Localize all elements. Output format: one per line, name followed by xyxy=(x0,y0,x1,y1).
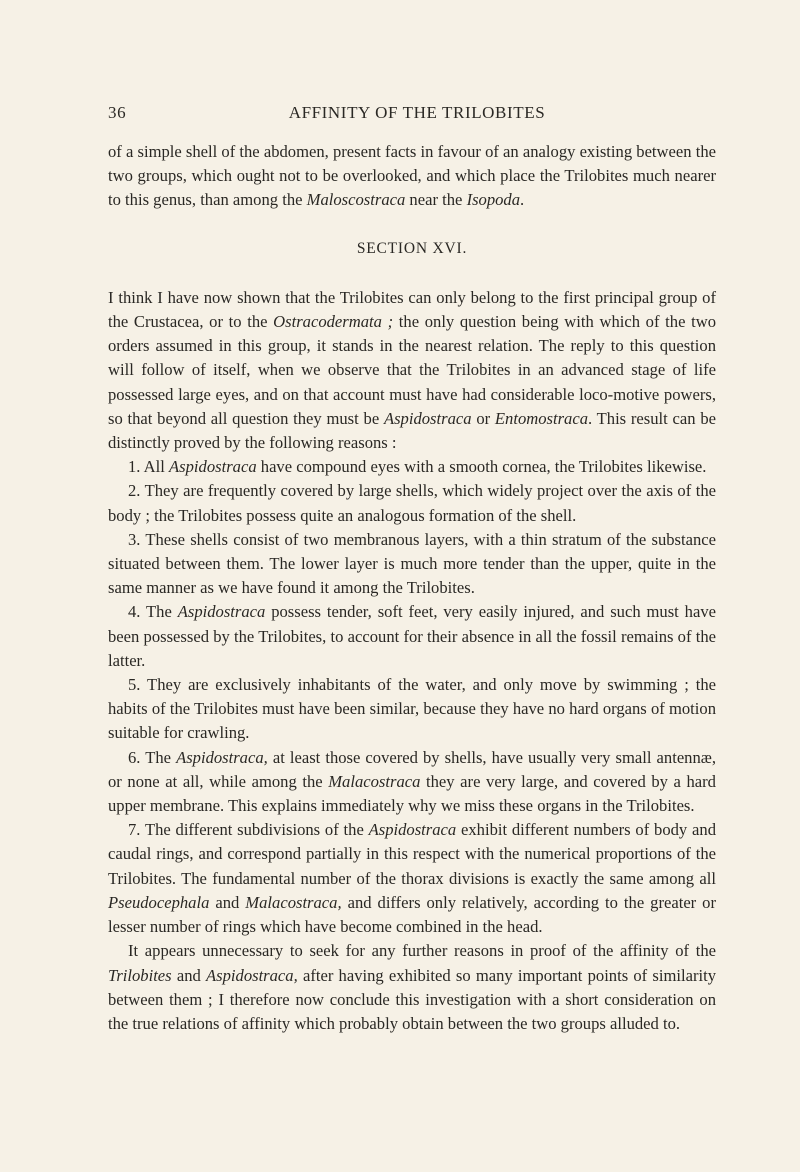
text-segment: 1. All xyxy=(128,457,170,477)
reason-2 xyxy=(108,479,716,527)
text-segment: It appears unnecessary to seek for any further reasons in proof of the affinity of the xyxy=(128,941,716,961)
italic-term: Aspidostraca xyxy=(368,820,457,840)
reason-7 xyxy=(108,818,716,939)
reason-4 xyxy=(108,600,716,673)
text-segment: . xyxy=(520,190,525,210)
text-segment: and xyxy=(209,892,246,912)
main-paragraph xyxy=(108,286,716,455)
text-segment: exhibit different numbers of body and caudal rings, and correspond partially in this respect with the numerical proportions of the Trilobites. The fundamental number of the thorax divisions is exactly the same among all xyxy=(108,820,716,888)
italic-term: Trilobites xyxy=(108,965,172,985)
text-segment: the only question being with which of the two orders assumed in this group, it stands in the nearest relation. The reply to this question will follow of itself, when we observe that the Trilobites in an advanced stage of life possessed large eyes, and on that account must have had considerable loco-motive powers, so that beyond all question they must be xyxy=(108,312,716,428)
text-segment: or xyxy=(471,408,495,428)
text-segment: I think I have now shown that the Trilobites can only belong to the first principal group of the Crustacea, or to the xyxy=(108,287,716,332)
text-segment: 7. The different subdivisions of the xyxy=(128,820,369,840)
italic-term: Ostracodermata ; xyxy=(273,312,394,332)
italic-term: Aspidostraca xyxy=(169,457,257,477)
italic-term: Isopoda xyxy=(466,190,521,210)
section-heading: SECTION XVI. xyxy=(356,239,468,257)
text-segment: 6. The xyxy=(128,747,177,767)
italic-term: Aspidostraca, xyxy=(206,965,298,985)
text-segment: 5. They are exclusively inhabitants of the water, and only move by swimming ; the habits of the Trilobites must have been similar, because they have no hard organs of motion suitable for crawling. xyxy=(108,675,716,743)
text-segment: they are very large, and covered by a hard upper membrane. This explains immediately why we miss these organs in the Trilobites. xyxy=(108,771,716,816)
reason-3 xyxy=(108,528,716,601)
text-segment: possess tender, soft feet, very easily injured, and such must have been possessed by the Trilobites, to account for their absence in all the fossil remains of the latter. xyxy=(108,602,716,670)
text-segment: . This result can be distinctly proved by the following reasons : xyxy=(108,408,716,453)
italic-term: Entomostraca xyxy=(494,408,589,428)
italic-term: Aspidostraca, xyxy=(176,747,268,767)
text-segment: after having exhibited so many important points of similarity between them ; I therefore now conclude this investigation with a short consideration on the true relations of affinity which probably obtain between the two groups alluded to. xyxy=(108,965,716,1033)
reason-6 xyxy=(108,746,716,819)
text-segment: and differs only relatively, according to the greater or lesser number of rings which have become combined in the head. xyxy=(108,892,716,937)
italic-term: Maloscostraca xyxy=(306,190,406,210)
italic-term: Malacostraca, xyxy=(245,892,342,912)
italic-term: Malacostraca xyxy=(328,771,421,791)
closing-paragraph xyxy=(108,939,716,1036)
text-segment: and xyxy=(171,965,207,985)
italic-term: Aspidostraca xyxy=(383,408,472,428)
text-segment: of a simple shell of the abdomen, present facts in favour of an analogy existing between the two groups, which ought not to be overlooked, and which place the Trilobites much nearer to this genus, than among the xyxy=(108,142,716,210)
reason-5 xyxy=(108,673,716,746)
running-head xyxy=(108,103,716,127)
text-segment: 4. The xyxy=(128,602,178,622)
text-segment: at least those covered by shells, have usually very small antennæ, or none at all, while among the xyxy=(108,747,716,791)
text-segment: 2. They are frequently covered by large shells, which widely project over the axis of the body ; the Trilobites possess quite an analogous formation of the shell. xyxy=(108,481,716,525)
reason-1 xyxy=(108,455,716,479)
text-segment: near the xyxy=(405,190,467,210)
running-title: AFFINITY OF THE TRILOBITES xyxy=(288,103,546,122)
italic-term: Aspidostraca xyxy=(177,602,266,622)
italic-term: Pseudocephala xyxy=(108,892,210,912)
body-text xyxy=(108,140,716,1036)
page-number: 36 xyxy=(108,103,127,122)
text-segment: 3. These shells consist of two membranous layers, with a thin stratum of the substance situated between them. The lower layer is much more tender than the upper, quite in the same manner as we have found it among the Trilobites. xyxy=(108,529,716,598)
text-segment: have compound eyes with a smooth cornea, the Trilobites likewise. xyxy=(256,457,707,477)
intro-paragraph xyxy=(108,140,716,213)
